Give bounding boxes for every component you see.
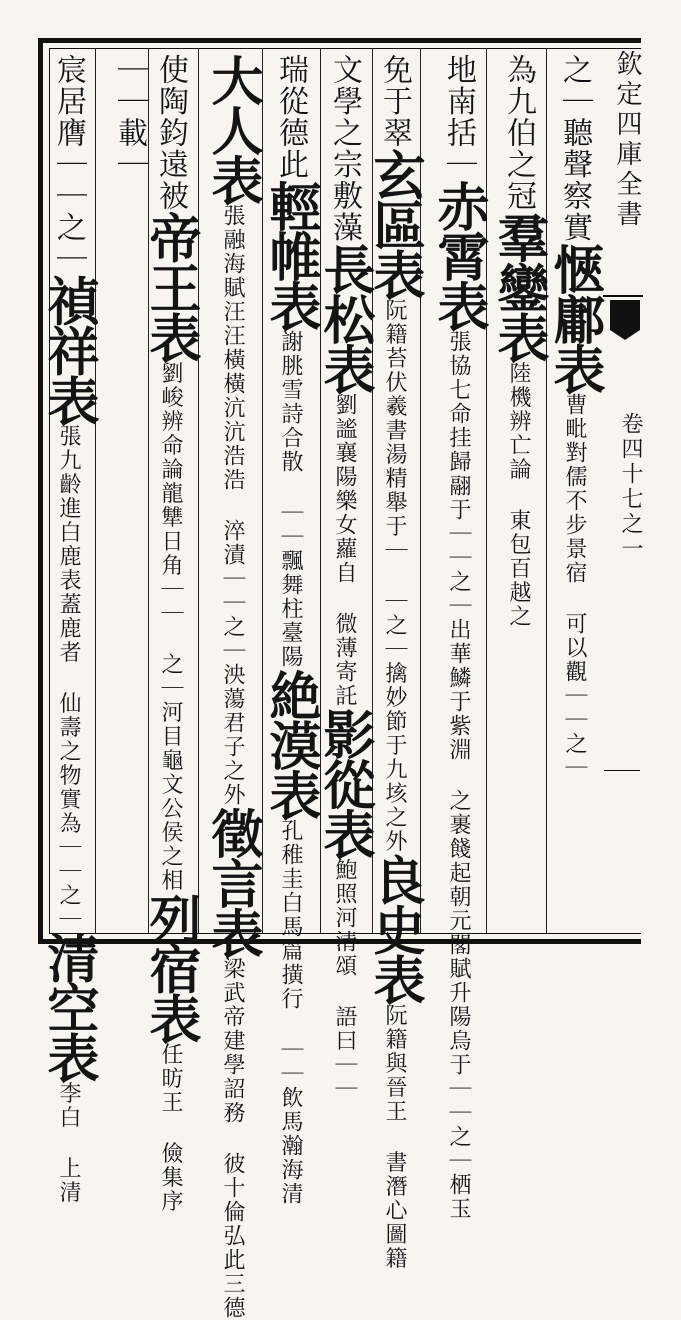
entry-heading: 玄區表: [364, 148, 425, 299]
text-column: [544, 54, 605, 926]
entry-heading: 良史表: [364, 853, 425, 1004]
entry-heading: 列宿表: [140, 892, 201, 1043]
entry-heading: 羣鑾表: [488, 211, 549, 362]
entry-note: 阮籍苔伏羲書湯精舉于｜ ｜之｜擒妙節于九垓之外: [382, 298, 407, 854]
text-column: [38, 54, 99, 1205]
entry-note: 劉謐襄陽樂女蘿自 微薄寄託: [332, 393, 357, 708]
entry-note: 阮籍與晉王 書潛心圖籍: [382, 1003, 407, 1271]
text-column: [140, 54, 201, 1214]
volume-label: 卷四十七之一: [618, 412, 643, 562]
fish-tail-mark: [610, 300, 640, 330]
entry-note: 孔稚圭白馬篇撗行 ｜｜飲馬瀚海清: [278, 819, 303, 1206]
book-title: 欽定四庫全書: [612, 50, 642, 230]
margin-tick: [604, 770, 640, 771]
entry-note: 張九齡進白鹿表蓋鹿者 仙壽之物實為｜｜之｜: [56, 424, 81, 932]
entry-note: 張協七命挂歸翮于｜｜之｜出華鱗于紫淵 之裹餞起朝元閣賦升陽烏于｜｜之｜栖玉: [446, 330, 471, 1221]
entry-note: 梁武帝建學詔務 彼十倫弘此三德: [220, 957, 245, 1320]
column-text: 使陶鈞遠被: [153, 54, 188, 212]
entry-heading: 帝王表: [140, 211, 201, 362]
entry-note: 張融海賦汪汪橫橫沆沆浩浩 淬漬｜｜之｜泱蕩君子之外: [220, 204, 245, 807]
column-rule: [546, 48, 547, 934]
entry-heading: 禎祥表: [38, 274, 99, 425]
column-text: 文學之宗敷藻: [327, 54, 362, 243]
text-column: [488, 54, 549, 926]
text-column: [428, 54, 489, 1221]
entry-note: 鮑照河清頌 語曰｜｜: [332, 858, 357, 1101]
text-column: [260, 54, 321, 1206]
entry-heading: 愜鄘表: [544, 243, 605, 393]
entry-heading: 長松表: [314, 243, 375, 393]
entry-note: 劉峻辨命論龍犨日角｜｜ 之｜河目龜文公侯之相: [158, 361, 183, 893]
column-rule: [95, 48, 96, 934]
column-text: 免于翠: [377, 54, 412, 149]
entry-note: 任昉王 儉集序: [158, 1042, 183, 1214]
column-text: 為九伯之冠: [501, 54, 536, 212]
entry-note: 陸機辨亡論 東包百越之: [506, 361, 531, 629]
text-column: [314, 54, 375, 1101]
entry-note: 謝朓雪詩合散 ｜｜飄舞柱臺陽: [278, 330, 303, 669]
text-column: [364, 54, 425, 1271]
column-text: ｜｜載｜: [112, 54, 147, 180]
column-text: 瑞從德此: [273, 54, 308, 180]
entry-heading: 清空表: [38, 931, 99, 1082]
entry-note: 曹毗對儒不步景宿 可以觀｜｜之｜: [562, 393, 587, 780]
column-rule: [198, 48, 199, 934]
column-text: 之｜聽聲察實: [557, 54, 592, 243]
entry-heading: 輕帷表: [260, 180, 321, 330]
margin-divider: [603, 295, 643, 297]
column-text: 宸居膺｜｜之｜: [51, 54, 86, 275]
text-column: [202, 54, 263, 1320]
entry-heading: 影從表: [314, 708, 375, 858]
entry-heading: 絶漠表: [260, 669, 321, 819]
text-column: [100, 54, 147, 926]
entry-note: 李白 上清: [56, 1081, 81, 1205]
entry-heading: 赤霄表: [428, 180, 489, 330]
entry-heading: 徵言表: [202, 807, 263, 957]
entry-heading: 大人表: [202, 54, 263, 204]
column-text: 地南括｜: [441, 54, 476, 180]
